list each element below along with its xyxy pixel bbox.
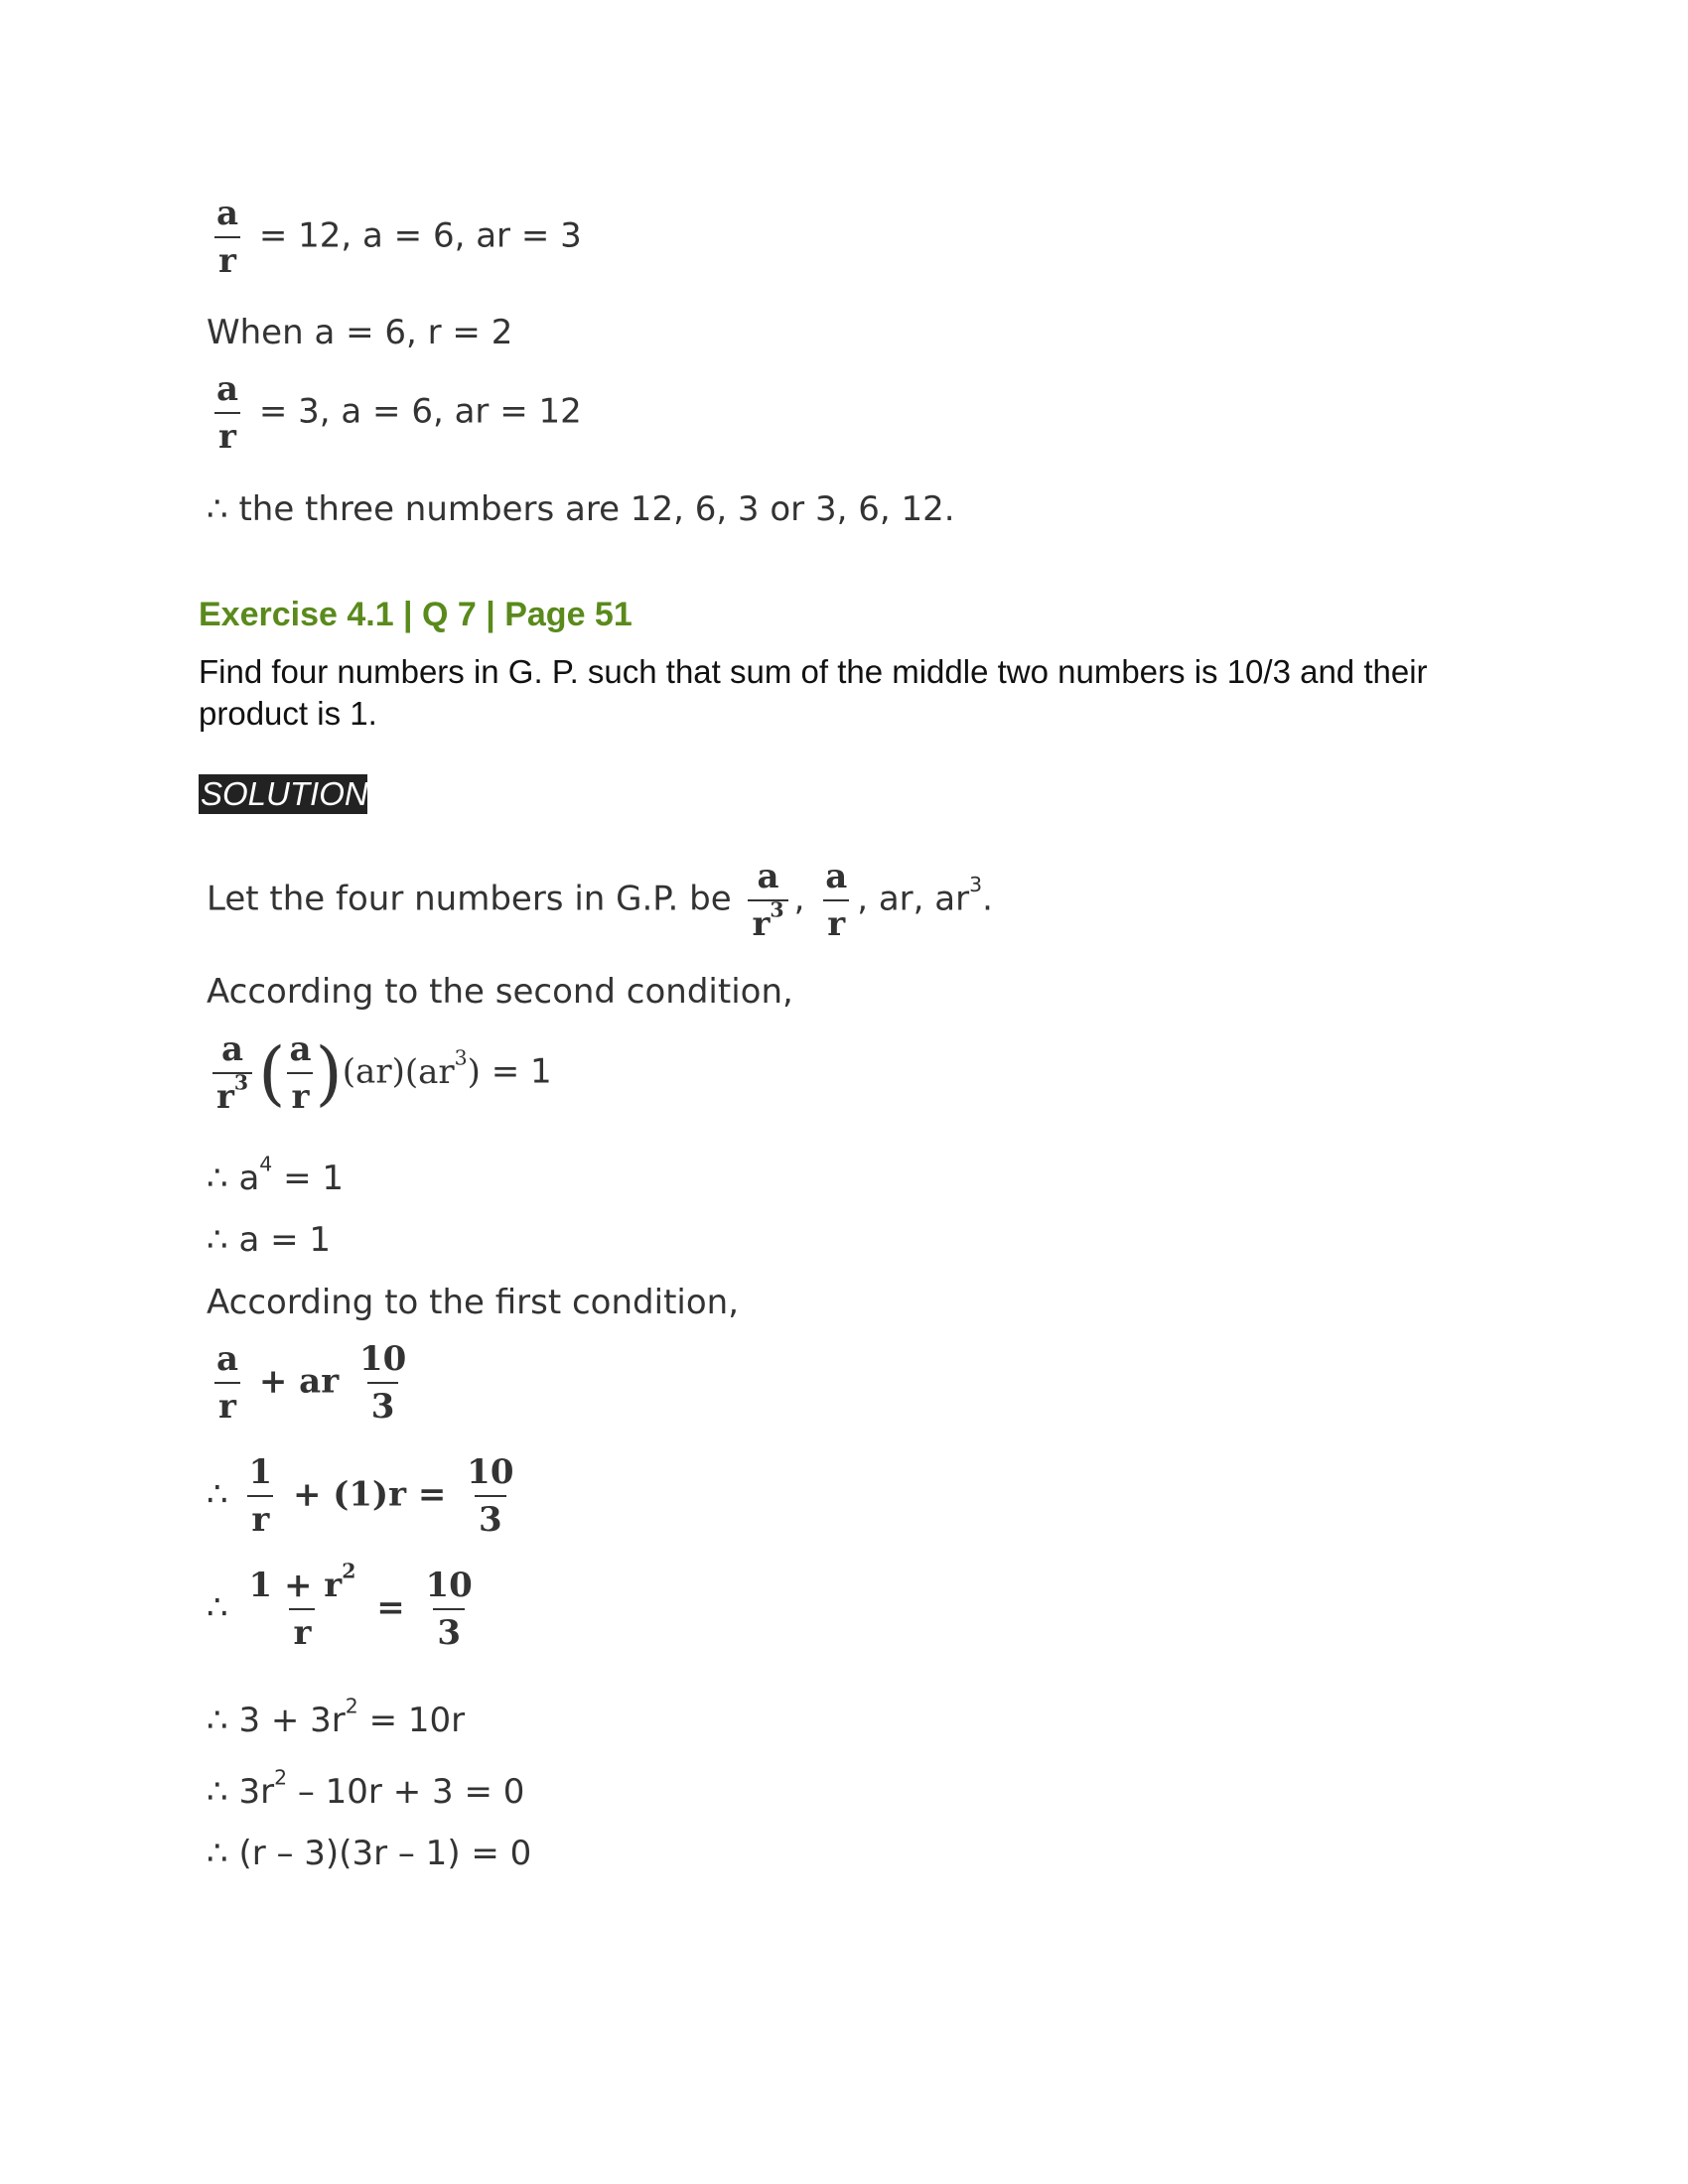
denominator: r (214, 1382, 240, 1424)
solution-line-11: ∴ $3r^2 - 10r + 3 = 0$ (207, 1765, 525, 1812)
factor: $(ar^3)$ (404, 1045, 481, 1092)
solution-line-7 (207, 1339, 416, 1427)
numerator: a (216, 194, 239, 233)
question-text: Find four numbers in G. P. such that sum of the middle two numbers is 10/3 and their product is 1. (199, 653, 1428, 732)
prev-line-3 (207, 369, 582, 457)
denominator: r (247, 1495, 273, 1537)
solution-line-6: According to the first condition, (207, 1283, 739, 1322)
denominator: 3 (367, 1382, 399, 1424)
solution-badge: SOLUTION (201, 775, 368, 812)
solution-line-4: ∴ $a^4 = 1$ (207, 1152, 345, 1198)
denominator: r (823, 899, 849, 941)
fraction (821, 857, 851, 944)
fraction (244, 1452, 276, 1540)
exercise-title: Exercise 4.1 | Q 7 | Page 51 (199, 596, 633, 633)
numerator: a (825, 857, 848, 896)
numerator: a (216, 1339, 239, 1379)
denominator: r (214, 412, 240, 454)
numerator: a (221, 1029, 244, 1069)
factor: (ar) (342, 1051, 405, 1092)
therefore-symbol: ∴ (207, 1587, 228, 1628)
denominator: $r^3$ (212, 1072, 252, 1114)
numerator: a (757, 857, 779, 896)
solution-line-8 (207, 1452, 523, 1540)
denominator: 3 (475, 1495, 506, 1537)
equation-text: = 12, a = 6, ar = 3 (258, 215, 582, 256)
numerator: 10 (467, 1452, 514, 1492)
denominator: r (214, 236, 240, 278)
equation-text: + ar (258, 1361, 340, 1402)
fraction (212, 1339, 242, 1427)
fraction (244, 1559, 359, 1653)
solution-line-2: According to the second condition, (207, 972, 793, 1012)
equals: = (376, 1587, 405, 1628)
text: Let the four numbers in G.P. be (207, 879, 732, 919)
equation-text: = 3, a = 6, ar = 12 (258, 391, 582, 432)
left-paren: ( (258, 1032, 286, 1114)
solution-line-10: ∴ $3 + 3r^2 = 10r$ (207, 1694, 466, 1740)
fraction (212, 1029, 252, 1117)
denominator: r (287, 1072, 313, 1114)
solution-line-3 (207, 1029, 552, 1117)
numerator: 1 (248, 1452, 273, 1492)
prev-conclusion: ∴ the three numbers are 12, 6, 3 or 3, 6, 12. (207, 489, 955, 529)
prev-line-2: When a = 6, r = 2 (207, 313, 513, 352)
fraction (285, 1029, 315, 1117)
numerator: 10 (358, 1339, 407, 1379)
denominator: 3 (433, 1608, 465, 1650)
denominator: r (289, 1608, 315, 1650)
fraction (463, 1452, 517, 1540)
solution-line-5: ∴ a = 1 (207, 1220, 332, 1260)
text: , ar, ar (857, 879, 970, 919)
fraction (212, 369, 242, 457)
right-paren: ) (315, 1032, 343, 1114)
text: . (982, 879, 993, 919)
exponent: 3 (969, 873, 983, 897)
fraction (422, 1566, 477, 1653)
equation-text: + (1)r = (292, 1474, 447, 1515)
therefore-symbol: ∴ (207, 1474, 228, 1515)
prev-line-1 (207, 194, 582, 281)
numerator: a (289, 1029, 312, 1069)
separator: , (793, 879, 805, 919)
solution-line-1 (207, 857, 993, 944)
denominator: $r^3$ (748, 899, 787, 941)
fraction (212, 194, 242, 281)
solution-line-12: ∴ (r – 3)(3r – 1) = 0 (207, 1834, 532, 1873)
fraction (355, 1339, 410, 1427)
solution-line-9 (207, 1559, 483, 1653)
equation-text: = 1 (491, 1051, 552, 1092)
fraction (748, 857, 787, 944)
numerator: $1 + r^2$ (248, 1559, 356, 1605)
numerator: a (216, 369, 239, 409)
numerator: 10 (425, 1566, 473, 1605)
